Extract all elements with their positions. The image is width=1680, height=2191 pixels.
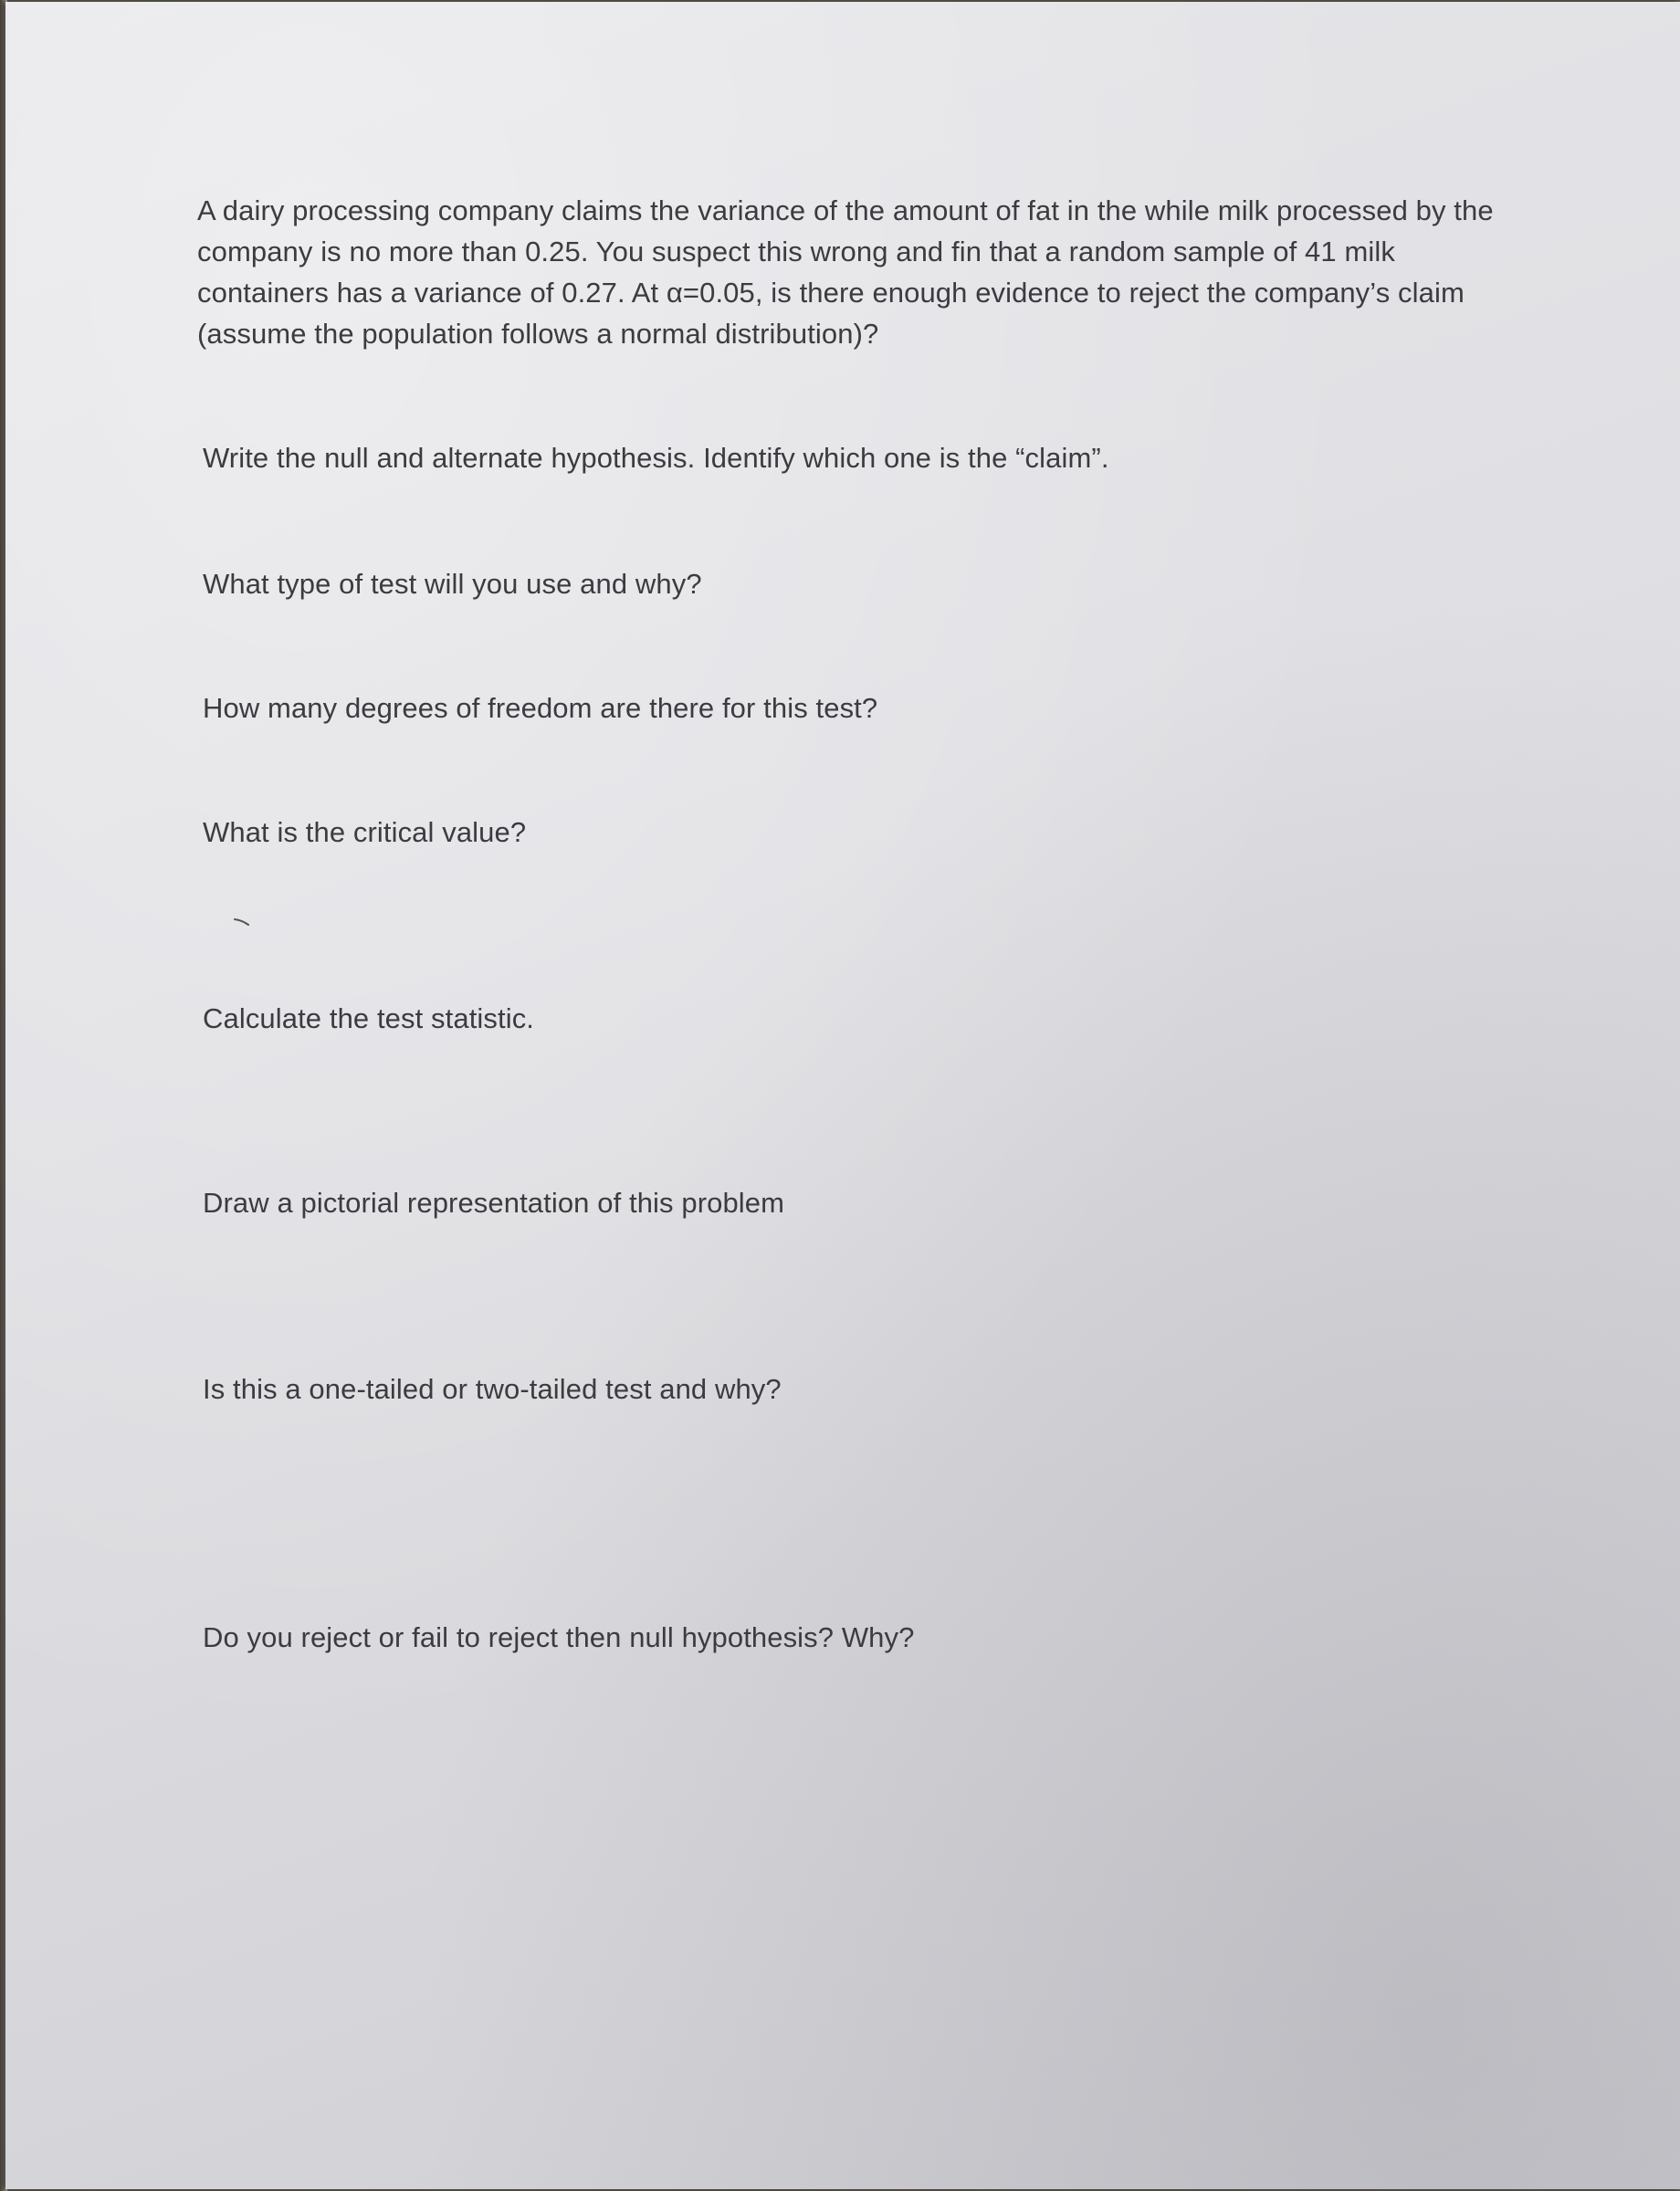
question-pictorial-representation: Draw a pictorial representation of this problem — [203, 1187, 785, 1219]
problem-statement — [197, 190, 1494, 354]
problem-line-2: company is no more than 0.25. You suspect this wrong and fin that a random sample of 41 milk — [197, 236, 1395, 267]
problem-line-1: A dairy processing company claims the variance of the amount of fat in the while milk processed by the — [197, 194, 1494, 226]
question-test-type: What type of test will you use and why? — [203, 568, 702, 600]
pen-mark — [234, 917, 250, 927]
problem-line-3: containers has a variance of 0.27. At α=0.05, is there enough evidence to reject the company’s claim — [197, 277, 1465, 309]
question-test-statistic: Calculate the test statistic. — [203, 1002, 535, 1034]
problem-line-4: (assume the population follows a normal distribution)? — [197, 318, 879, 350]
question-critical-value: What is the critical value? — [203, 816, 527, 848]
question-hypotheses: Write the null and alternate hypothesis. Identify which one is the “claim”. — [203, 442, 1109, 474]
worksheet-page — [5, 2, 1680, 2189]
question-degrees-of-freedom: How many degrees of freedom are there for this test? — [203, 692, 878, 724]
question-decision: Do you reject or fail to reject then null hypothesis? Why? — [203, 1621, 915, 1653]
question-tails: Is this a one-tailed or two-tailed test and why? — [203, 1373, 782, 1405]
